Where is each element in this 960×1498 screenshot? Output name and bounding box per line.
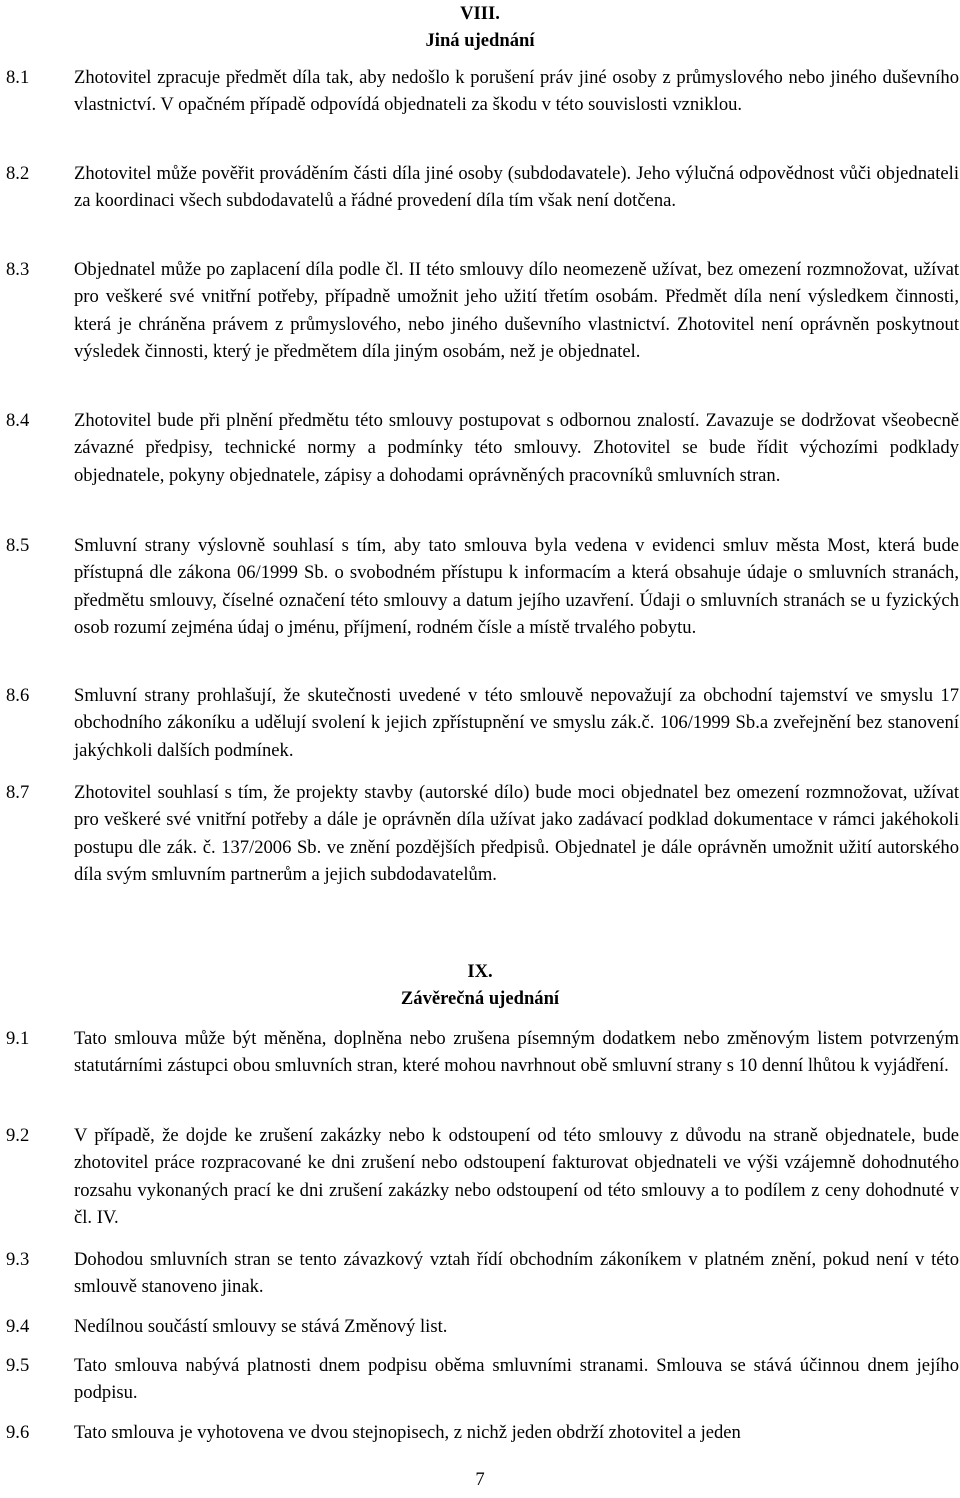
clause-text: Tato smlouva nabývá platnosti dnem podpisu oběma smluvními stranami. Smlouva se stává účinnou dnem jejího podpisu.	[74, 1355, 959, 1404]
clause-text: Dohodou smluvních stran se tento závazkový vztah řídí obchodním zákoníkem v platném znění, pokud není v této smlouvě stanoveno jinak.	[74, 1249, 959, 1298]
clause-number: 9.5	[6, 1355, 30, 1376]
clause-text: Smluvní strany prohlašují, že skutečnosti uvedené v této smlouvě nepovažují za obchodní tajemství ve smyslu 17 obchodního zákoníku a udělují svolení k jejich zpřístupnění ve smyslu zák.č. 106/1999 Sb.a zveřejnění bez stanovení jakýchkoli dalších podmínek.	[74, 685, 959, 761]
clause-number: 9.6	[6, 1422, 30, 1443]
clause-number: 8.7	[6, 782, 30, 803]
clause-number: 8.2	[6, 163, 30, 184]
clause-number: 9.1	[6, 1028, 30, 1049]
clause-text: Zhotovitel zpracuje předmět díla tak, aby nedošlo k porušení práv jiné osoby z průmyslového nebo jiného duševního vlastnictví. V opačném případě odpovídá objednateli za škodu v této souvislosti vzniklou.	[74, 67, 959, 116]
section-8-title: Jiná ujednání	[425, 30, 535, 51]
section-8-number: VIII.	[460, 3, 500, 24]
clause-text: Nedílnou součástí smlouvy se stává Změnový list.	[74, 1316, 448, 1337]
clause-text: Objednatel může po zaplacení díla podle čl. II této smlouvy dílo neomezeně užívat, bez omezení rozmnožovat, užívat pro veškeré své vnitřní potřeby, případně umožnit jeho užití třetím osobám. Předmět díla není výsledkem činnosti, která je chráněna právem z průmyslového, nebo jiného duševního vlastnictví. Zhotovitel není oprávněn poskytnout výsledek činnosti, který je předmětem díla jiným osobám, než je objednatel.	[74, 259, 959, 363]
clause-number: 9.4	[6, 1316, 30, 1337]
clause-text: Smluvní strany výslovně souhlasí s tím, aby tato smlouva byla vedena v evidenci smluv města Most, která bude přístupná dle zákona 06/1999 Sb. o svobodném přístupu k informacím a která obsahuje údaje o smluvních stranách, předmětu smlouvy, číselné označení této smlouvy a datum jejího uzavření. Údaji o smluvních stranách se u fyzických osob rozumí zejména údaj o jménu, příjmení, rodném čísle a místě trvalého pobytu.	[74, 535, 959, 639]
clause-number: 8.3	[6, 259, 30, 280]
page-number: 7	[475, 1469, 485, 1490]
clause-text: Zhotovitel bude při plnění předmětu této smlouvy postupovat s odbornou znalostí. Zavazuje se dodržovat všeobecně závazné předpisy, technické normy a podmínky této smlouvy. Zhotovitel se bude řídit výchozími podklady objednatele, pokyny objednatele, zápisy a dohodami oprávněných pracovníků smluvních stran.	[74, 410, 959, 486]
clause-text: Zhotovitel může pověřit prováděním části díla jiné osoby (subdodavatele). Jeho výlučná odpovědnost vůči objednateli za koordinaci všech subdodavatelů a řádné provedení díla tím však není dotčena.	[74, 163, 959, 212]
clause-text: V případě, že dojde ke zrušení zakázky nebo k odstoupení od této smlouvy z důvodu na straně objednatele, bude zhotovitel práce rozpracované ke dni zrušení nebo odstoupení fakturovat objednateli ve výši vzájemně dohodnutého rozsahu vykonaných prací ke dni zrušení zakázky nebo odstoupení od této smlouvy a to podílem z ceny dohodnuté v čl. IV.	[74, 1125, 959, 1229]
clause-number: 9.3	[6, 1249, 30, 1270]
clause-text: Zhotovitel souhlasí s tím, že projekty stavby (autorské dílo) bude moci objednatel bez omezení rozmnožovat, užívat pro veškeré své vnitřní potřeby a dále je oprávněn díla užívat jako zadávací podklad dokumentace v rámci jakéhokoli postupu dle zák. č. 137/2006 Sb. ve znění pozdějších předpisů. Objednatel je dále oprávněn umožnit užití autorského díla svým smluvním partnerům a jejich subdodavatelům.	[74, 782, 959, 886]
clause-number: 8.4	[6, 410, 30, 431]
section-9-number: IX.	[467, 961, 493, 982]
clause-text: Tato smlouva může být měněna, doplněna nebo zrušena písemným dodatkem nebo změnovým listem potvrzeným statutárními zástupci obou smluvních stran, které mohou navrhnout obě smluvní strany s 10 denní lhůtou k vyjádření.	[74, 1028, 959, 1077]
clause-number: 8.1	[6, 67, 30, 88]
clause-number: 8.6	[6, 685, 30, 706]
section-9-title: Závěrečná ujednání	[400, 988, 560, 1009]
clause-number: 9.2	[6, 1125, 30, 1146]
clause-text: Tato smlouva je vyhotovena ve dvou stejnopisech, z nichž jeden obdrží zhotovitel a jeden	[74, 1422, 741, 1443]
clause-number: 8.5	[6, 535, 30, 556]
